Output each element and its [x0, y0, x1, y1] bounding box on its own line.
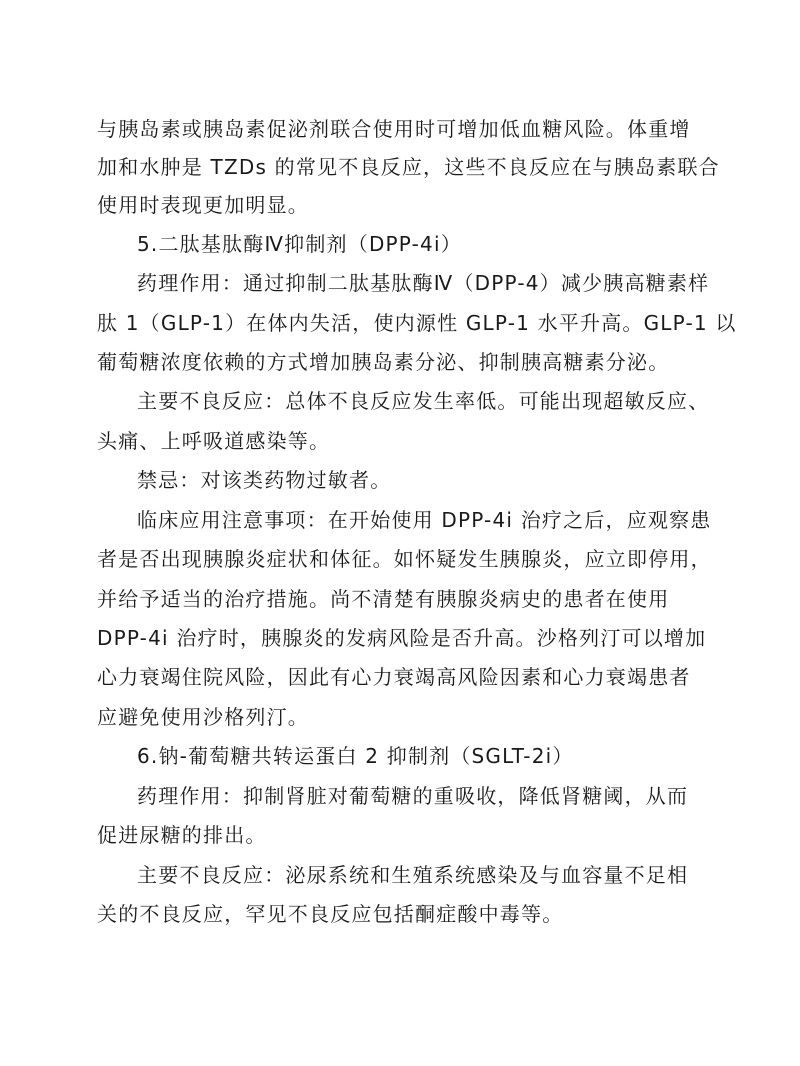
text-line: 肽 1（GLP-1）在体内失活，使内源性 GLP-1 水平升高。GLP-1 以: [97, 311, 737, 335]
text-line: 促进尿糖的排出。: [97, 823, 267, 847]
text-line: 药理作用：抑制肾脏对葡萄糖的重吸收，降低肾糖阈，从而: [137, 784, 689, 808]
section-heading: 6.钠-葡萄糖共转运蛋白 2 抑制剂（SGLT-2i）: [137, 744, 574, 768]
text-line: 心力衰竭住院风险，因此有心力衰竭高风险因素和心力衰竭患者: [97, 665, 691, 689]
text-line: 应避免使用沙格列汀。: [97, 705, 309, 729]
text-line: 禁忌：对该类药物过敏者。: [137, 468, 392, 492]
text-line: 临床应用注意事项：在开始使用 DPP-4i 治疗之后，应观察患: [137, 508, 712, 532]
text-line: 药理作用：通过抑制二肽基肽酶Ⅳ（DPP-4）减少胰高糖素样: [137, 271, 710, 295]
text-line: 主要不良反应：泌尿系统和生殖系统感染及与血容量不足相: [137, 863, 689, 887]
text-line: 并给予适当的治疗措施。尚不清楚有胰腺炎病史的患者在使用: [97, 587, 670, 611]
text-line: 葡萄糖浓度依赖的方式增加胰岛素分泌、抑制胰高糖素分泌。: [97, 350, 670, 374]
text-line: 主要不良反应：总体不良反应发生率低。可能出现超敏反应、: [137, 389, 710, 413]
text-line: 与胰岛素或胰岛素促泌剂联合使用时可增加低血糖风险。体重增: [97, 117, 691, 141]
text-line: 使用时表现更加明显。: [97, 193, 309, 217]
text-line: 者是否出现胰腺炎症状和体征。如怀疑发生胰腺炎，应立即停用，: [97, 547, 712, 571]
text-line: 头痛、上呼吸道感染等。: [97, 429, 331, 453]
text-line: 关的不良反应，罕见不良反应包括酮症酸中毒等。: [97, 902, 564, 926]
section-heading: 5.二肽基肽酶Ⅳ抑制剂（DPP-4i）: [137, 232, 462, 256]
text-line: DPP-4i 治疗时，胰腺炎的发病风险是否升高。沙格列汀可以增加: [97, 626, 707, 650]
text-line: 加和水肿是 TZDs 的常见不良反应，这些不良反应在与胰岛素联合: [97, 155, 720, 179]
